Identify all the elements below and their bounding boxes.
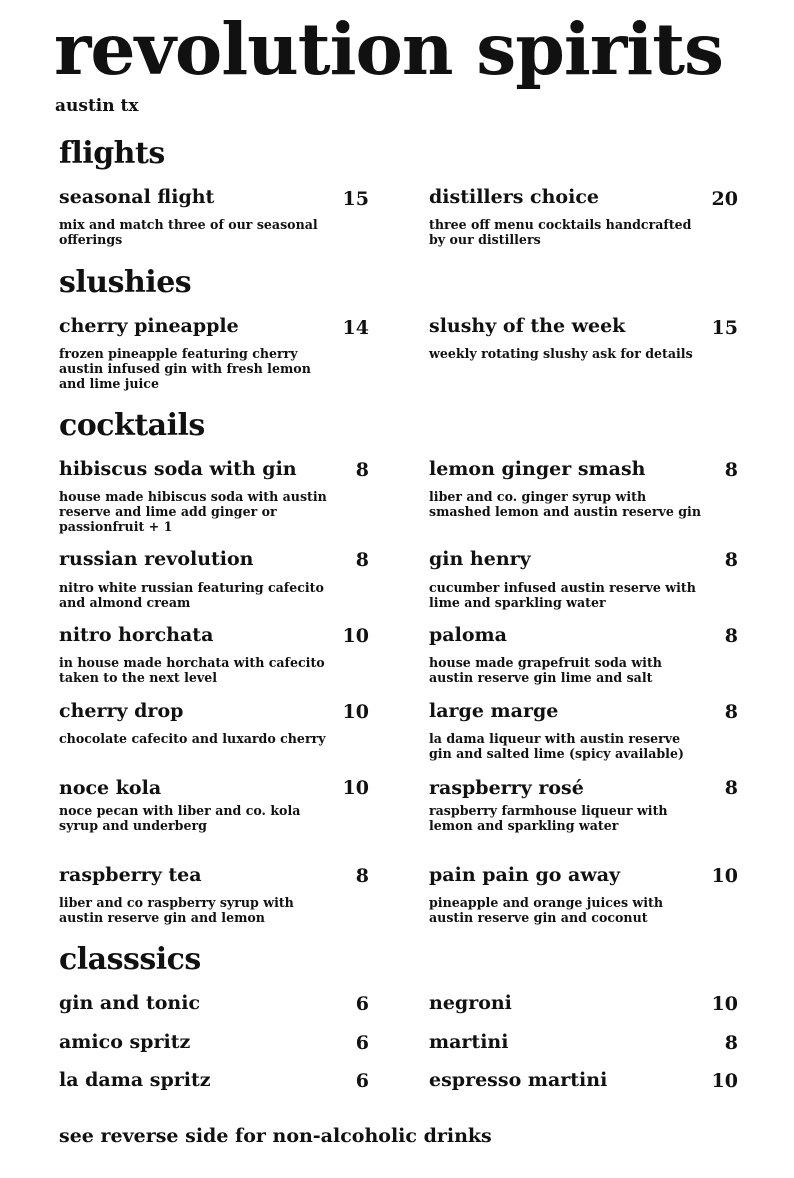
section-heading-classics: classsics	[59, 942, 201, 977]
item-name: cherry drop	[59, 700, 184, 722]
item-price: 8	[724, 777, 738, 799]
item-name: gin henry	[429, 548, 531, 570]
item-description: liber and co. ginger syrup with smashed lemon and austin reserve gin	[429, 489, 701, 519]
item-price: 20	[711, 188, 738, 210]
item-description: noce pecan with liber and co. kola syrup and underberg	[59, 803, 301, 833]
item-price: 15	[711, 317, 738, 339]
item-price: 8	[724, 625, 738, 647]
item-price: 6	[355, 993, 369, 1015]
item-price: 10	[711, 1070, 738, 1092]
item-name: la dama spritz	[59, 1069, 211, 1091]
item-name: hibiscus soda with gin	[59, 458, 297, 480]
item-price: 8	[724, 549, 738, 571]
item-price: 10	[711, 865, 738, 887]
item-description: house made grapefruit soda with austin reserve gin lime and salt	[429, 655, 662, 685]
item-name: paloma	[429, 624, 507, 646]
item-description: frozen pineapple featuring cherry austin infused gin with fresh lemon and lime juice	[59, 346, 311, 391]
item-name: pain pain go away	[429, 864, 621, 886]
item-name: negroni	[429, 992, 512, 1014]
item-name: distillers choice	[429, 186, 599, 208]
item-name: raspberry rosé	[429, 777, 584, 799]
item-price: 15	[342, 188, 369, 210]
item-description: house made hibiscus soda with austin reserve and lime add ginger or passionfruit + 1	[59, 489, 327, 534]
item-description: mix and match three of our seasonal offerings	[59, 217, 318, 247]
item-name: seasonal flight	[59, 186, 215, 208]
item-description: la dama liqueur with austin reserve gin and salted lime (spicy available)	[429, 731, 684, 761]
item-description: in house made horchata with cafecito taken to the next level	[59, 655, 325, 685]
item-name: amico spritz	[59, 1031, 191, 1053]
section-heading-flights: flights	[59, 136, 165, 171]
item-description: weekly rotating slushy ask for details	[429, 346, 693, 361]
item-description: chocolate cafecito and luxardo cherry	[59, 731, 326, 746]
item-description: liber and co raspberry syrup with austin reserve gin and lemon	[59, 895, 294, 925]
item-price: 14	[342, 317, 369, 339]
item-name: gin and tonic	[59, 992, 201, 1014]
item-price: 10	[711, 993, 738, 1015]
item-description: pineapple and orange juices with austin reserve gin and coconut	[429, 895, 664, 925]
item-price: 10	[342, 777, 369, 799]
section-heading-slushies: slushies	[59, 265, 192, 300]
item-price: 8	[355, 549, 369, 571]
item-name: cherry pineapple	[59, 315, 239, 337]
item-name: nitro horchata	[59, 624, 214, 646]
item-description: three off menu cocktails handcrafted by our distillers	[429, 217, 692, 247]
item-name: slushy of the week	[429, 315, 626, 337]
item-name: large marge	[429, 700, 559, 722]
menu-location: austin tx	[55, 96, 139, 116]
item-name: raspberry tea	[59, 864, 202, 886]
section-heading-cocktails: cocktails	[59, 408, 205, 443]
footer-note: see reverse side for non-alcoholic drinks	[59, 1125, 492, 1147]
item-price: 8	[355, 459, 369, 481]
item-name: lemon ginger smash	[429, 458, 646, 480]
item-price: 8	[724, 701, 738, 723]
item-price: 10	[342, 701, 369, 723]
item-price: 8	[724, 1032, 738, 1054]
item-name: noce kola	[59, 777, 162, 799]
item-description: cucumber infused austin reserve with lime and sparkling water	[429, 580, 696, 610]
item-price: 8	[724, 459, 738, 481]
item-name: martini	[429, 1031, 509, 1053]
item-price: 6	[355, 1032, 369, 1054]
item-description: nitro white russian featuring cafecito and almond cream	[59, 580, 324, 610]
item-price: 6	[355, 1070, 369, 1092]
item-description: raspberry farmhouse liqueur with lemon and sparkling water	[429, 803, 668, 833]
item-price: 8	[355, 865, 369, 887]
item-name: espresso martini	[429, 1069, 608, 1091]
item-price: 10	[342, 625, 369, 647]
menu-title: revolution spirits	[54, 7, 723, 91]
item-name: russian revolution	[59, 548, 254, 570]
